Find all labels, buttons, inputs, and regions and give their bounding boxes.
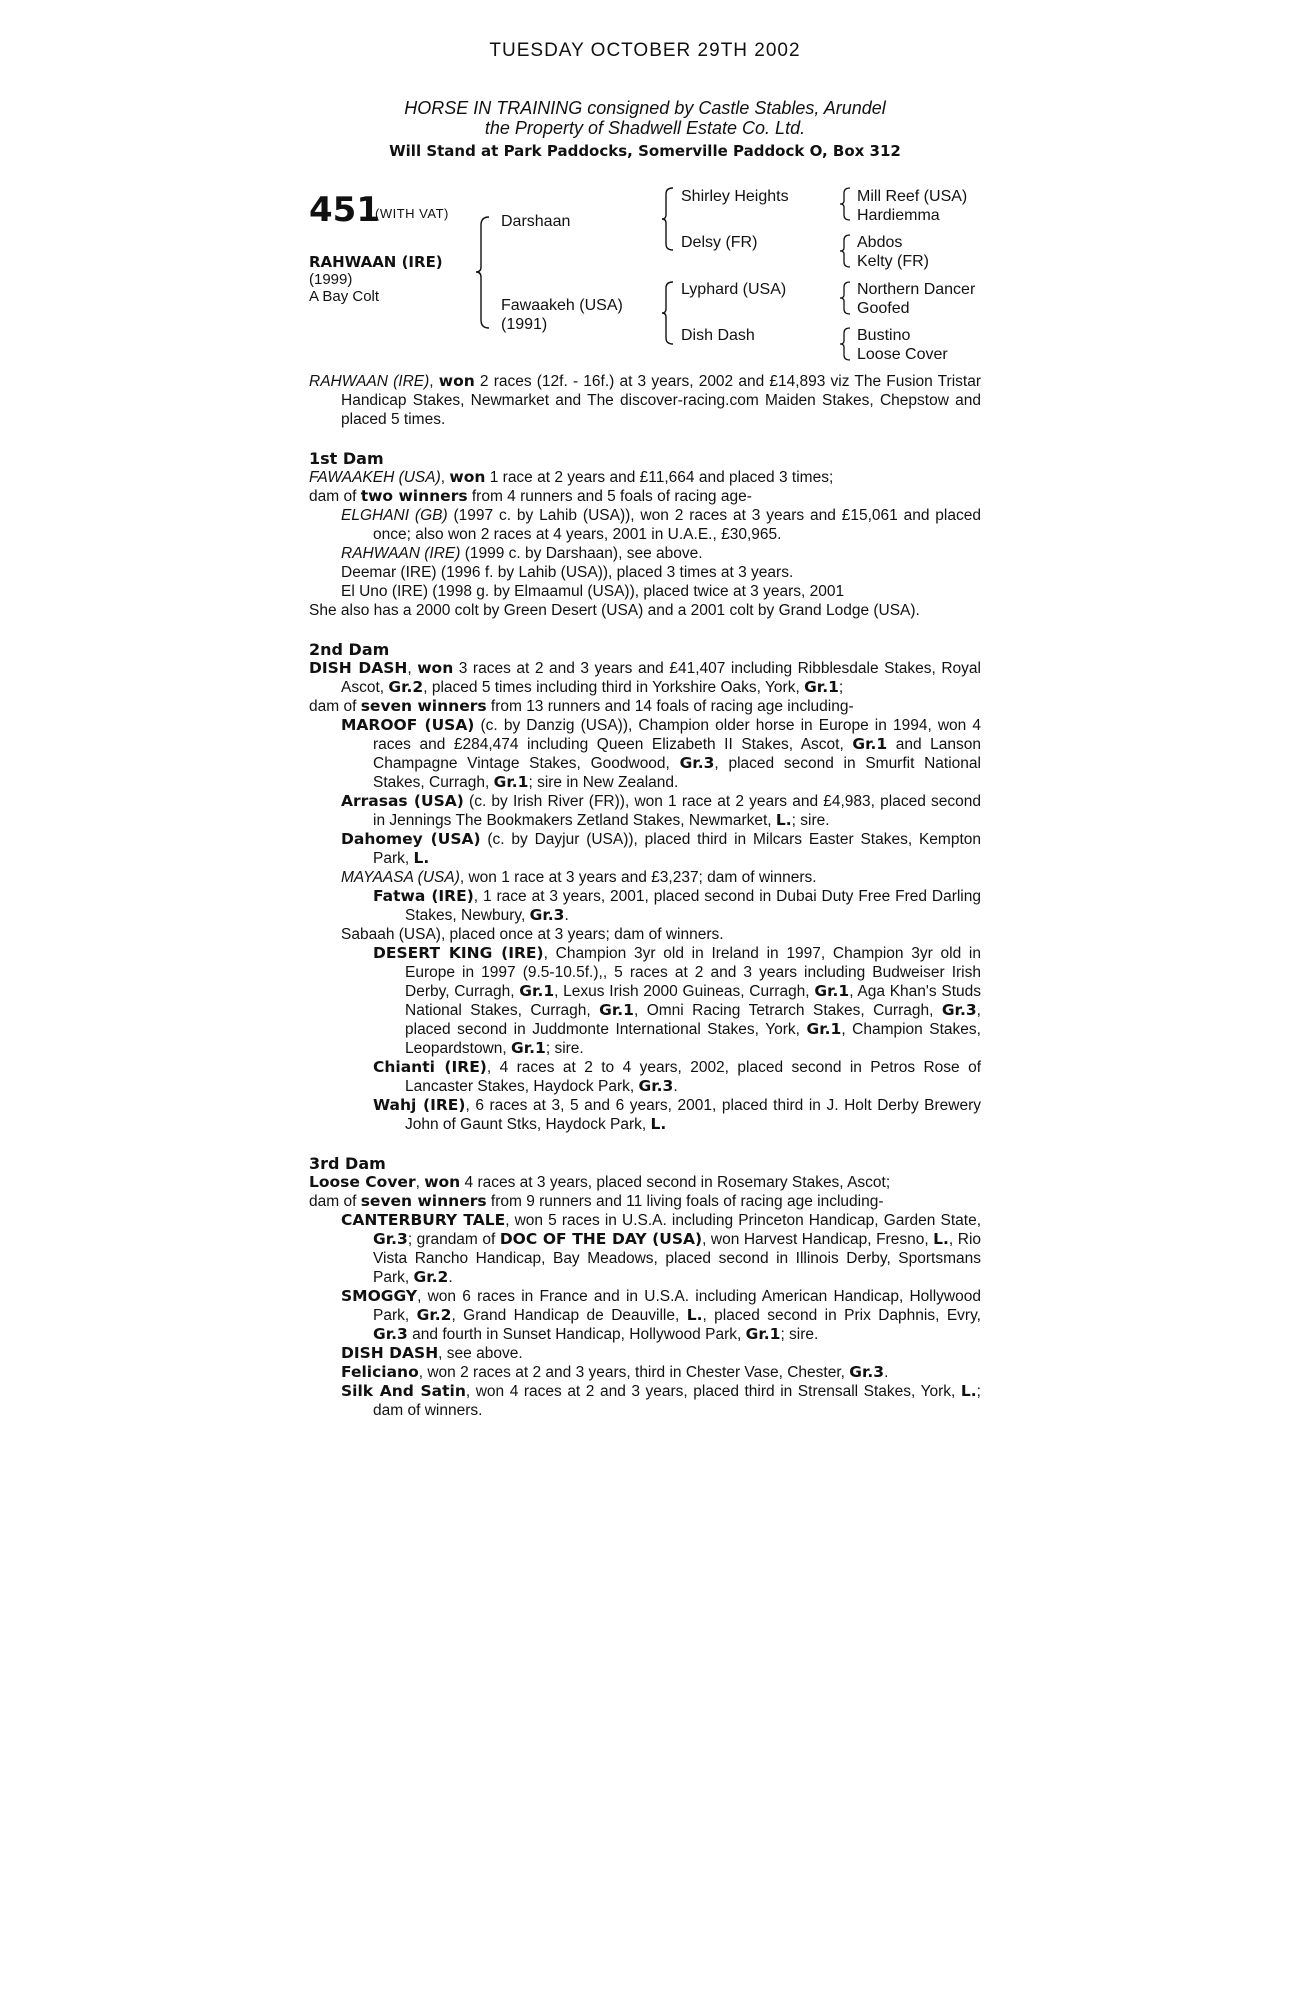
pedigree-dam-year: (1991) [501, 316, 548, 333]
produce-entry: SMOGGY, won 6 races in France and in U.S.A. including American Handicap, Hollywood Park, Gr.2, Grand Handicap de Deauville, L., placed second in Prix Daphnis, Evry, Gr.3 and fourth in Sunset Handicap, Hollywood Park, Gr.1; sire. [341, 1287, 981, 1343]
produce-entry: ELGHANI (GB) (1997 c. by Lahib (USA)), won 2 races at 3 years and £15,061 and placed once; also won 2 races at 4 years, 2001 in U.A.E., £30,965. [341, 507, 981, 543]
produce-entry: DESERT KING (IRE), Champion 3yr old in Ireland in 1997, Champion 3yr old in Europe in 1997 (9.5-10.5f.),, 5 races at 2 and 3 years including Budweiser Irish Derby, Curragh, Gr.1, Lexus Irish 2000 Guineas, Curragh, Gr.1, Aga Khan's Studs National Stakes, Curragh, Gr.1, Omni Racing Tetrarch Stakes, Curragh, Gr.3, placed second in Juddmonte International Stakes, York, Gr.1, Champion Stakes, Leopardstown, Gr.1; sire. [373, 944, 981, 1057]
race-record-body [309, 372, 981, 1420]
pedigree-gg-2: Hardiemma [857, 207, 940, 224]
produce-entry: Chianti (IRE), 4 races at 2 to 4 years, 2002, placed second in Petros Rose of Lancaster Stakes, Haydock Park, Gr.3. [373, 1058, 981, 1095]
horse-name: RAHWAAN (IRE) [309, 253, 443, 271]
first-dam-heading: 1st Dam [309, 449, 384, 468]
pedigree-gg-8: Loose Cover [857, 346, 948, 363]
produce-entry: Dahomey (USA) (c. by Dayjur (USA)), placed third in Milcars Easter Stakes, Kempton Park, L. [341, 830, 981, 867]
pedigree-sire: Darshaan [501, 213, 571, 230]
pedigree-brace-ss [839, 186, 853, 222]
pedigree-brace-dam [661, 280, 677, 346]
produce-entry: Wahj (IRE), 6 races at 3, 5 and 6 years, 2001, placed third in J. Holt Derby Brewery John of Gaunt Stks, Haydock Park, L. [373, 1096, 981, 1133]
pedigree-dam-sire: Lyphard (USA) [681, 281, 787, 298]
produce-entry: DISH DASH, see above. [341, 1344, 523, 1362]
pedigree-gg-4: Kelty (FR) [857, 253, 929, 270]
second-dam-produce: dam of seven winners from 13 runners and 14 foals of racing age including- [309, 697, 854, 715]
produce-entry: MAYAASA (USA), won 1 race at 3 years and £3,237; dam of winners. [341, 869, 817, 886]
produce-entry: Sabaah (USA), placed once at 3 years; dam of winners. [341, 926, 724, 943]
pedigree-brace-ds [839, 280, 853, 316]
pedigree-gg-5: Northern Dancer [857, 281, 976, 298]
horse-identity [309, 253, 443, 305]
produce-entry: RAHWAAN (IRE) (1999 c. by Darshaan), see above. [341, 545, 703, 562]
second-dam-heading: 2nd Dam [309, 640, 390, 659]
pedigree-brace-dd [839, 326, 853, 362]
pedigree-sire-sire: Shirley Heights [681, 188, 789, 205]
pedigree-brace-sire [661, 186, 677, 252]
first-dam-also: She also has a 2000 colt by Green Desert (USA) and a 2001 colt by Grand Lodge (USA). [309, 602, 920, 619]
stand-location: Will Stand at Park Paddocks, Somerville Paddock O, Box 312 [389, 142, 901, 160]
pedigree-gg-6: Goofed [857, 300, 910, 317]
produce-entry: Feliciano, won 2 races at 2 and 3 years, third in Chester Vase, Chester, Gr.3. [341, 1363, 889, 1381]
consignor-line-1: HORSE IN TRAINING consigned by Castle Stables, Arundel [404, 98, 886, 118]
lot-number: 451 [309, 190, 380, 230]
horse-description: A Bay Colt [309, 288, 380, 305]
produce-entry: MAROOF (USA) (c. by Danzig (USA)), Champion older horse in Europe in 1994, won 4 races and £284,474 including Queen Elizabeth II Stakes, Ascot, Gr.1 and Lanson Champagne Vintage Stakes, Goodwood, Gr.3, placed second in Smurfit National Stakes, Curragh, Gr.1; sire in New Zealand. [341, 716, 982, 791]
produce-entry: El Uno (IRE) (1998 g. by Elmaamul (USA)), placed twice at 3 years, 2001 [341, 583, 845, 600]
produce-entry: Silk And Satin, won 4 races at 2 and 3 years, placed third in Strensall Stakes, York, L.; dam of winners. [341, 1382, 981, 1419]
produce-entry: Deemar (IRE) (1996 f. by Lahib (USA)), placed 3 times at 3 years. [341, 564, 794, 581]
third-dam-produce: dam of seven winners from 9 runners and 11 living foals of racing age including- [309, 1192, 884, 1210]
pedigree-dam: Fawaakeh (USA) [501, 297, 623, 314]
pedigree-brace-sd [839, 233, 853, 269]
produce-entry: CANTERBURY TALE, won 5 races in U.S.A. including Princeton Handicap, Garden State, Gr.3; grandam of DOC OF THE DAY (USA), won Harvest Handicap, Fresno, L., Rio Vista Rancho Handicap, Bay Meadows, placed second in Illinois Derby, Sportsmans Park, Gr.2. [341, 1211, 982, 1286]
produce-entry: Arrasas (USA) (c. by Irish River (FR)), won 1 race at 2 years and £4,983, placed second in Jennings The Bookmakers Zetland Stakes, Newmarket, L.; sire. [341, 792, 981, 829]
second-dam-record: DISH DASH, won 3 races at 2 and 3 years and £41,407 including Ribblesdale Stakes, Royal Ascot, Gr.2, placed 5 times including third in Yorkshire Oaks, York, Gr.1; [309, 659, 981, 696]
consignor-heading [309, 98, 981, 138]
vat-note: (WITH VAT) [375, 206, 449, 221]
pedigree-brace-main [475, 215, 495, 330]
pedigree-gg-3: Abdos [857, 234, 903, 251]
third-dam-heading: 3rd Dam [309, 1154, 386, 1173]
sale-date: TUESDAY OCTOBER 29TH 2002 [489, 40, 801, 61]
produce-entry: Fatwa (IRE), 1 race at 3 years, 2001, placed second in Dubai Duty Free Fred Darling Stakes, Newbury, Gr.3. [373, 887, 981, 924]
pedigree-gg-1: Mill Reef (USA) [857, 188, 968, 205]
first-dam-record: FAWAAKEH (USA), won 1 race at 2 years and £11,664 and placed 3 times; [309, 468, 834, 486]
horse-year: (1999) [309, 271, 353, 288]
horse-summary: RAHWAAN (IRE), won 2 races (12f. - 16f.) at 3 years, 2002 and £14,893 viz The Fusion Tristar Handicap Stakes, Newmarket and The discover-racing.com Maiden Stakes, Chepstow and placed 5 times. [309, 372, 981, 428]
third-dam-record: Loose Cover, won 4 races at 3 years, placed second in Rosemary Stakes, Ascot; [309, 1173, 891, 1191]
consignor-line-2: the Property of Shadwell Estate Co. Ltd. [484, 118, 806, 138]
first-dam-produce: dam of two winners from 4 runners and 5 foals of racing age- [309, 487, 752, 505]
pedigree-gg-7: Bustino [857, 327, 911, 344]
pedigree-sire-dam: Delsy (FR) [681, 234, 758, 251]
pedigree-dam-dam: Dish Dash [681, 327, 755, 344]
